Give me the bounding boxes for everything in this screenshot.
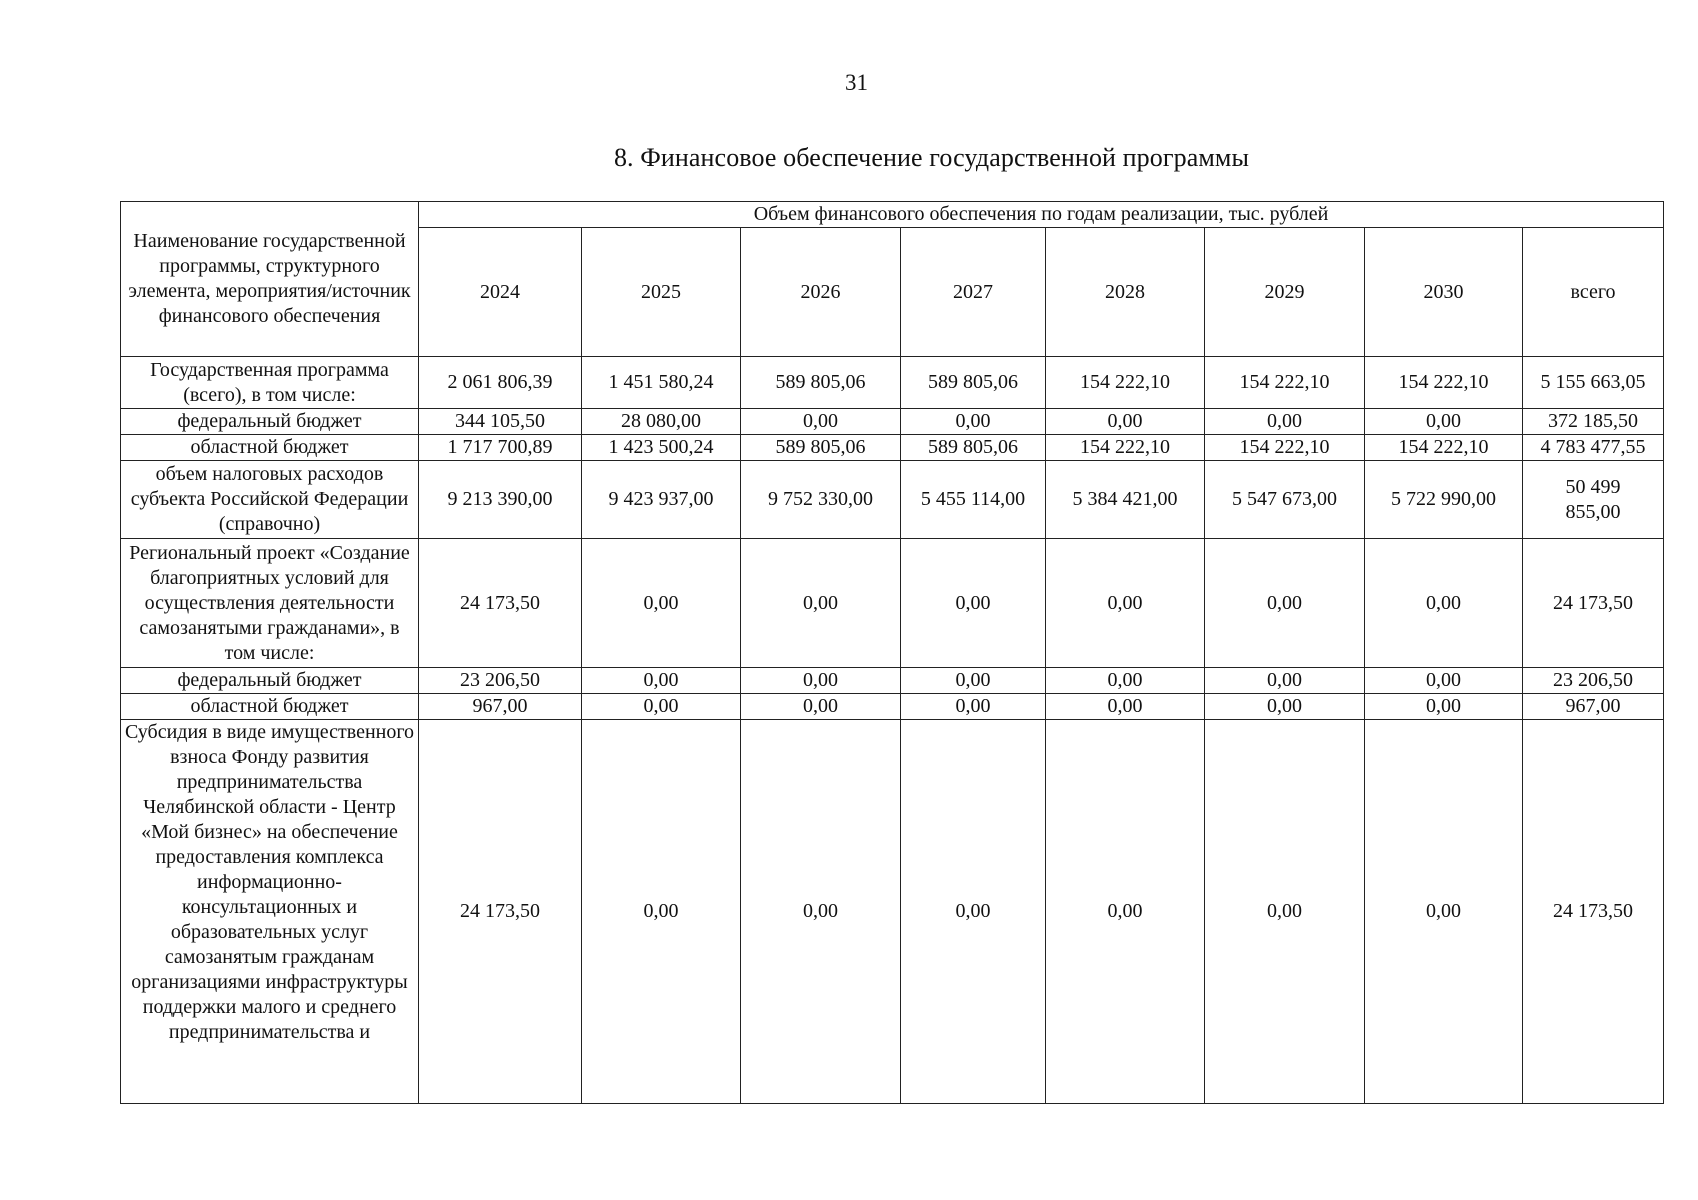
cell-value: 9 752 330,00 bbox=[741, 461, 901, 539]
cell-value: 0,00 bbox=[1365, 694, 1523, 720]
cell-value: 0,00 bbox=[1365, 668, 1523, 694]
cell-value: 0,00 bbox=[741, 409, 901, 435]
cell-value: 1 717 700,89 bbox=[419, 435, 582, 461]
table-row bbox=[121, 435, 1664, 461]
year-header-2026: 2026 bbox=[741, 228, 901, 357]
cell-value: 589 805,06 bbox=[901, 435, 1046, 461]
table-row bbox=[121, 409, 1664, 435]
row-name: областной бюджет bbox=[121, 694, 419, 720]
cell-value: 0,00 bbox=[582, 694, 741, 720]
table-header-row bbox=[121, 202, 1664, 228]
cell-value: 28 080,00 bbox=[582, 409, 741, 435]
cell-value: 154 222,10 bbox=[1365, 357, 1523, 409]
table-row bbox=[121, 357, 1664, 409]
row-name: объем налоговых расходов субъекта Российской Федерации (справочно) bbox=[121, 461, 419, 539]
cell-value: 1 451 580,24 bbox=[582, 357, 741, 409]
document-title: 8. Финансовое обеспечение государственной программы bbox=[613, 143, 1250, 172]
row-name: Государственная программа (всего), в том числе: bbox=[121, 357, 419, 409]
year-header-2029: 2029 bbox=[1205, 228, 1365, 357]
cell-value: 154 222,10 bbox=[1205, 357, 1365, 409]
cell-total: 4 783 477,55 bbox=[1523, 435, 1664, 461]
cell-value: 0,00 bbox=[901, 539, 1046, 668]
cell-value: 154 222,10 bbox=[1365, 435, 1523, 461]
cell-value: 0,00 bbox=[741, 668, 901, 694]
cell-value: 5 722 990,00 bbox=[1365, 461, 1523, 539]
cell-value: 0,00 bbox=[1046, 668, 1205, 694]
table-row bbox=[121, 720, 1664, 1104]
cell-value: 589 805,06 bbox=[741, 435, 901, 461]
cell-value: 589 805,06 bbox=[741, 357, 901, 409]
table-row bbox=[121, 694, 1664, 720]
cell-value: 0,00 bbox=[741, 539, 901, 668]
name-column-header: Наименование государственной программы, структурного элемента, мероприятия/источник финансового обеспечения bbox=[121, 202, 419, 357]
cell-value: 24 173,50 bbox=[419, 720, 582, 1104]
volume-header: Объем финансового обеспечения по годам реализации, тыс. рублей bbox=[419, 202, 1664, 228]
cell-value: 23 206,50 bbox=[419, 668, 582, 694]
cell-value: 5 455 114,00 bbox=[901, 461, 1046, 539]
cell-value: 0,00 bbox=[1205, 539, 1365, 668]
row-name: Региональный проект «Создание благоприятных условий для осуществления деятельности самозанятыми гражданами», в том числе: bbox=[121, 539, 419, 668]
cell-total: 50 499 855,00 bbox=[1523, 461, 1664, 539]
cell-value: 154 222,10 bbox=[1046, 435, 1205, 461]
cell-value: 0,00 bbox=[1365, 539, 1523, 668]
year-header-2024: 2024 bbox=[419, 228, 582, 357]
cell-value: 0,00 bbox=[1365, 720, 1523, 1104]
table-row bbox=[121, 461, 1664, 539]
cell-value: 0,00 bbox=[1046, 409, 1205, 435]
cell-value: 1 423 500,24 bbox=[582, 435, 741, 461]
year-header-2030: 2030 bbox=[1365, 228, 1523, 357]
cell-total: 967,00 bbox=[1523, 694, 1664, 720]
cell-total: 5 155 663,05 bbox=[1523, 357, 1664, 409]
row-name: областной бюджет bbox=[121, 435, 419, 461]
cell-total: 24 173,50 bbox=[1523, 539, 1664, 668]
financing-table bbox=[120, 201, 1664, 1104]
page-number: 31 bbox=[845, 70, 868, 95]
row-name: федеральный бюджет bbox=[121, 409, 419, 435]
cell-total: 372 185,50 bbox=[1523, 409, 1664, 435]
cell-value: 0,00 bbox=[741, 694, 901, 720]
cell-value: 0,00 bbox=[1205, 668, 1365, 694]
cell-value: 0,00 bbox=[1046, 694, 1205, 720]
cell-value: 0,00 bbox=[582, 539, 741, 668]
table-row bbox=[121, 668, 1664, 694]
cell-value: 0,00 bbox=[901, 720, 1046, 1104]
row-name: Субсидия в виде имущественного взноса Фонду развития предпринимательства Челябинской области - Центр «Мой бизнес» на обеспечение предоставления комплекса информационно-консультационных и образовательных услуг самозанятым гражданам организациями инфраструктуры поддержки малого и среднего предпринимательства и bbox=[121, 720, 419, 1104]
cell-value: 9 423 937,00 bbox=[582, 461, 741, 539]
row-name: федеральный бюджет bbox=[121, 668, 419, 694]
year-header-2027: 2027 bbox=[901, 228, 1046, 357]
cell-value: 5 547 673,00 bbox=[1205, 461, 1365, 539]
year-header-2028: 2028 bbox=[1046, 228, 1205, 357]
cell-value: 154 222,10 bbox=[1046, 357, 1205, 409]
cell-value: 0,00 bbox=[901, 668, 1046, 694]
cell-value: 0,00 bbox=[1205, 694, 1365, 720]
cell-value: 0,00 bbox=[582, 668, 741, 694]
cell-value: 0,00 bbox=[901, 694, 1046, 720]
cell-value: 967,00 bbox=[419, 694, 582, 720]
cell-value: 0,00 bbox=[1365, 409, 1523, 435]
cell-value: 0,00 bbox=[1205, 720, 1365, 1104]
table-row bbox=[121, 539, 1664, 668]
year-header-2025: 2025 bbox=[582, 228, 741, 357]
cell-value: 0,00 bbox=[1046, 539, 1205, 668]
cell-value: 5 384 421,00 bbox=[1046, 461, 1205, 539]
cell-total: 23 206,50 bbox=[1523, 668, 1664, 694]
cell-value: 0,00 bbox=[901, 409, 1046, 435]
cell-value: 2 061 806,39 bbox=[419, 357, 582, 409]
cell-value: 0,00 bbox=[1046, 720, 1205, 1104]
cell-value: 9 213 390,00 bbox=[419, 461, 582, 539]
cell-total: 24 173,50 bbox=[1523, 720, 1664, 1104]
cell-value: 0,00 bbox=[1205, 409, 1365, 435]
cell-value: 24 173,50 bbox=[419, 539, 582, 668]
cell-value: 0,00 bbox=[741, 720, 901, 1104]
cell-value: 154 222,10 bbox=[1205, 435, 1365, 461]
total-header: всего bbox=[1523, 228, 1664, 357]
cell-value: 344 105,50 bbox=[419, 409, 582, 435]
cell-value: 0,00 bbox=[582, 720, 741, 1104]
cell-value: 589 805,06 bbox=[901, 357, 1046, 409]
